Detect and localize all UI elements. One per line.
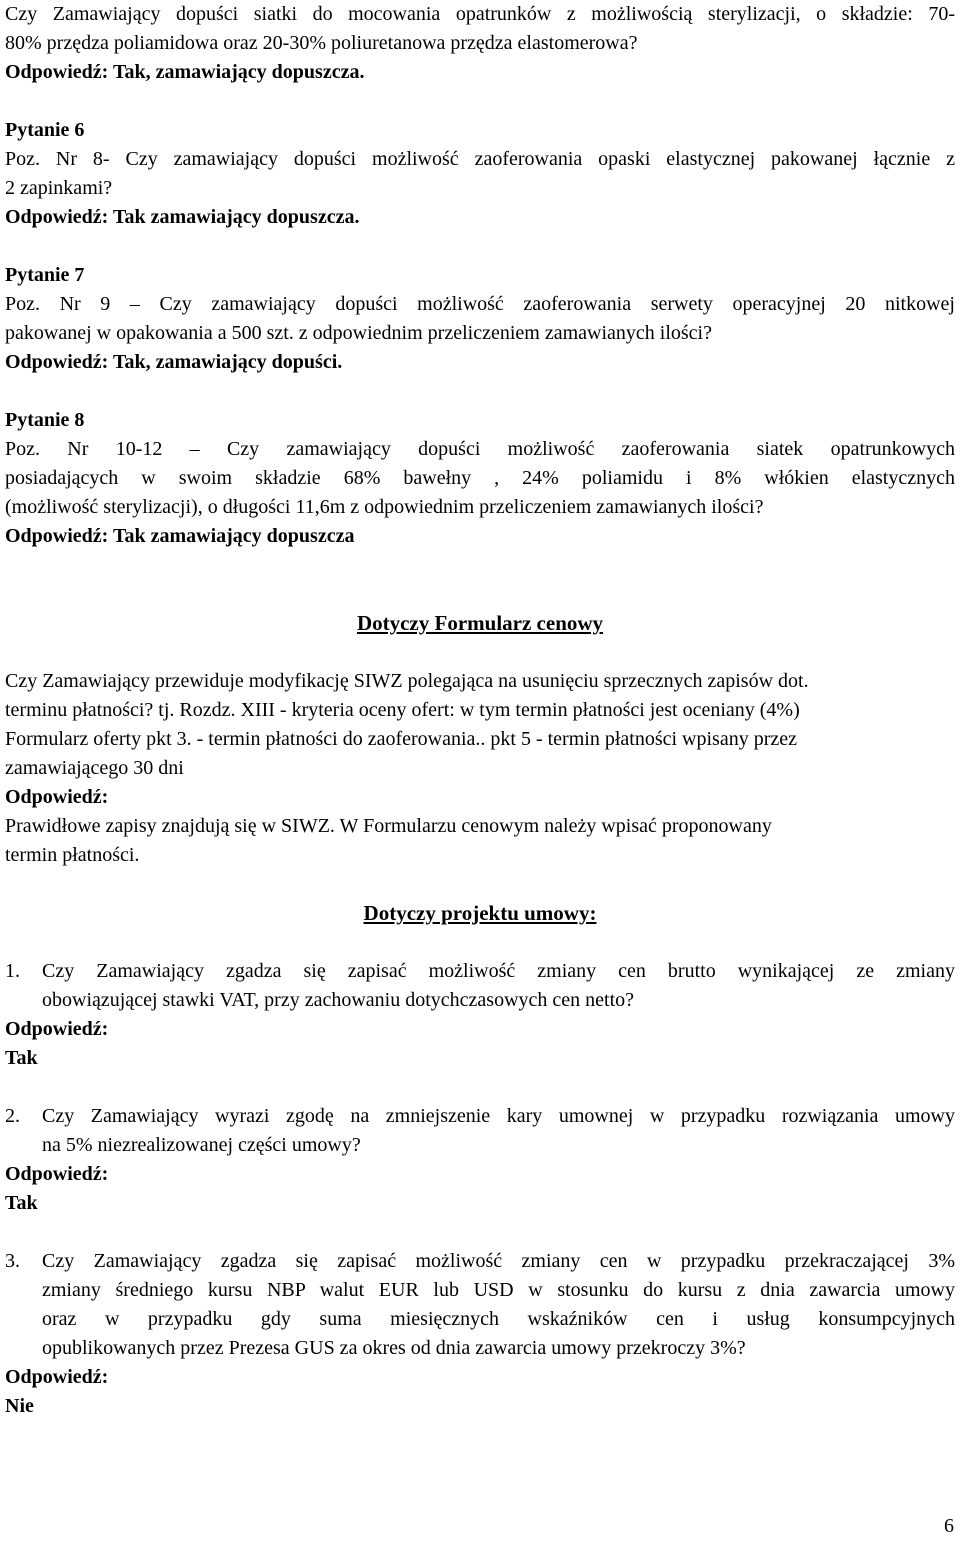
question-text-line: Czy Zamawiający dopuści siatki do mocowania opatrunków z możliwością sterylizacji, o składzie: 70-: [5, 3, 955, 25]
list-item: [5, 957, 955, 1015]
question-text-line: (możliwość sterylizacji), o długości 11,6m z odpowiednim przeliczeniem zamawianych ilości?: [5, 496, 764, 518]
question-text-line: Czy Zamawiający wyrazi zgodę na zmniejszenie kary umownej w przypadku rozwiązania umowy: [42, 1105, 955, 1127]
question-title: Pytanie 7: [5, 264, 85, 286]
list-item-number: 3.: [5, 1250, 20, 1272]
question-text-line: zamawiającego 30 dni: [5, 757, 184, 779]
list-item-number: 1.: [5, 960, 20, 982]
question-text-line: Czy Zamawiający zgadza się zapisać możliwość zmiany cen brutto wynikającej ze zmiany: [42, 960, 955, 982]
question-text-line: pakowanej w opakowania a 500 szt. z odpowiednim przeliczeniem zamawianych ilości?: [5, 322, 712, 344]
question-text-line: Formularz oferty pkt 3. - termin płatności do zaoferowania.. pkt 5 - termin płatności wpisany przez: [5, 728, 797, 750]
answer-text: Tak: [5, 1047, 38, 1069]
answer-text: Odpowiedź: Tak, zamawiający dopuści.: [5, 351, 343, 373]
question-8: [5, 406, 955, 551]
question-text-line: zmiany średniego kursu NBP walut EUR lub USD w stosunku do kursu z dnia zawarcia umowy: [42, 1279, 955, 1301]
question-text-line: Czy Zamawiający zgadza się zapisać możliwość zmiany cen w przypadku przekraczającej 3%: [42, 1250, 955, 1272]
question-text-line: Czy Zamawiający przewiduje modyfikację SIWZ polegająca na usunięciu sprzecznych zapisów dot.: [5, 670, 809, 692]
answer-text: Nie: [5, 1395, 34, 1417]
answer-text: Odpowiedź: Tak zamawiający dopuszcza: [5, 525, 355, 547]
answer-label: Odpowiedź:: [5, 1163, 109, 1185]
section-projekt-umowy: [5, 899, 955, 1421]
question-text-line: Poz. Nr 8- Czy zamawiający dopuści możliwość zaoferowania opaski elastycznej pakowanej łącznie z: [5, 148, 955, 170]
section-heading: Dotyczy projektu umowy:: [363, 901, 597, 925]
section-heading: Dotyczy Formularz cenowy: [356, 611, 604, 635]
question-6: [5, 116, 955, 232]
answer-text-line: Prawidłowe zapisy znajdują się w SIWZ. W Formularzu cenowym należy wpisać proponowany: [5, 815, 772, 837]
question-text-line: Poz. Nr 10-12 – Czy zamawiający dopuści możliwość zaoferowania siatek opatrunkowych: [5, 438, 955, 460]
answer-label: Odpowiedź:: [5, 1366, 109, 1388]
answer-text: Odpowiedź: Tak zamawiający dopuszcza.: [5, 206, 360, 228]
list-item: [5, 1247, 955, 1363]
question-text-line: posiadających w swoim składzie 68% bawełny , 24% poliamidu i 8% włókien elastycznych: [5, 467, 955, 489]
question-title: Pytanie 6: [5, 119, 85, 141]
question-text-line: obowiązującej stawki VAT, przy zachowaniu dotychczasowych cen netto?: [42, 989, 635, 1011]
section-formularz-cenowy: [5, 609, 955, 870]
question-text-line: 80% przędza poliamidowa oraz 20-30% poliuretanowa przędza elastomerowa?: [5, 32, 638, 54]
question-text-line: opublikowanych przez Prezesa GUS za okres od dnia zawarcia umowy przekroczy 3%?: [42, 1337, 746, 1359]
answer-text-line: termin płatności.: [5, 844, 140, 866]
question-text-line: oraz w przypadku gdy suma miesięcznych wskaźników cen i usług konsumpcyjnych: [42, 1308, 955, 1330]
list-item-number: 2.: [5, 1105, 20, 1127]
document-page: [5, 0, 955, 1421]
answer-label: Odpowiedź:: [5, 1018, 109, 1040]
page-number: 6: [944, 1515, 954, 1537]
question-7: [5, 261, 955, 377]
question-text-line: Poz. Nr 9 – Czy zamawiający dopuści możliwość zaoferowania serwety operacyjnej 20 nitkowej: [5, 293, 955, 315]
list-item: [5, 1102, 955, 1160]
answer-text: Odpowiedź: Tak, zamawiający dopuszcza.: [5, 61, 365, 83]
question-text-line: terminu płatności? tj. Rozdz. XIII - kryteria oceny ofert: w tym termin płatności jest oceniany (4%): [5, 699, 800, 721]
answer-label: Odpowiedź:: [5, 786, 109, 808]
question-continued: [5, 0, 955, 87]
answer-text: Tak: [5, 1192, 38, 1214]
question-text-line: 2 zapinkami?: [5, 177, 113, 199]
question-text-line: na 5% niezrealizowanej części umowy?: [42, 1134, 361, 1156]
question-title: Pytanie 8: [5, 409, 85, 431]
